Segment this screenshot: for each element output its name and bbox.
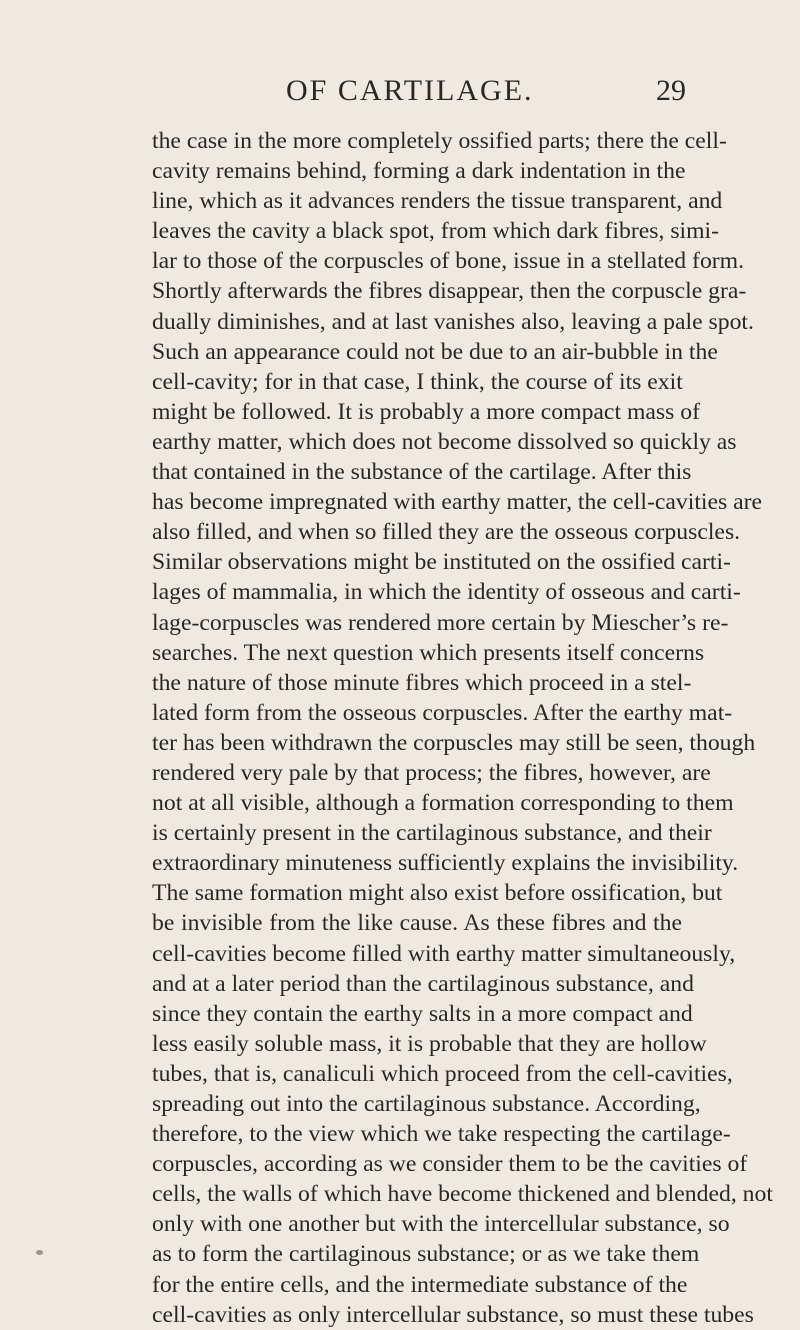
text-line: cell-cavities as only intercellular substance, so must these tubes xyxy=(152,1301,754,1328)
text-line: not at all visible, although a formation corresponding to them xyxy=(152,790,734,817)
text-line: ter has been withdrawn the corpuscles may still be seen, though xyxy=(152,729,756,756)
text-line: has become impregnated with earthy matter, the cell-cavities are xyxy=(152,489,763,516)
text-line: the case in the more completely ossified parts; there the cell- xyxy=(152,128,727,154)
text-line: that contained in the substance of the cartilage. After this xyxy=(152,459,692,486)
text-line: spreading out into the cartilaginous substance. According, xyxy=(152,1091,701,1117)
text-line: extraordinary minuteness sufficiently explains the invisibility. xyxy=(152,850,739,877)
text-line: less easily soluble mass, it is probable that they are hollow xyxy=(152,1030,707,1057)
text-line: leaves the cavity a black spot, from which dark fibres, simi- xyxy=(152,218,720,245)
running-head-title: OF CARTILAGE. xyxy=(286,74,534,107)
text-line: lages of mammalia, in which the identity of osseous and carti- xyxy=(152,579,741,606)
text-line: lage-corpuscles was rendered more certain by Miescher’s re- xyxy=(152,609,729,636)
text-line: line, which as it advances renders the tissue transparent, and xyxy=(152,188,723,215)
text-line: The same formation might also exist before ossification, but xyxy=(152,880,723,907)
text-line: rendered very pale by that process; the fibres, however, are xyxy=(152,759,711,786)
text-line: therefore, to the view which we take respecting the cartilage- xyxy=(152,1121,731,1148)
text-line: since they contain the earthy salts in a more compact and xyxy=(152,1000,693,1027)
text-line: as to form the cartilaginous substance; or as we take them xyxy=(152,1241,700,1268)
running-head xyxy=(0,74,800,114)
text-line: only with one another but with the intercellular substance, so xyxy=(152,1211,730,1238)
text-line: might be followed. It is probably a more compact mass of xyxy=(152,398,700,425)
text-line: cell-cavities become filled with earthy matter simultaneously, xyxy=(152,940,736,967)
text-line: is certainly present in the cartilaginous substance, and their xyxy=(152,820,712,847)
text-line: and at a later period than the cartilaginous substance, and xyxy=(152,970,694,997)
body-text xyxy=(152,126,773,1330)
text-line: earthy matter, which does not become dissolved so quickly as xyxy=(152,428,737,455)
text-line: lar to those of the corpuscles of bone, issue in a stellated form. xyxy=(152,248,745,275)
text-line: also filled, and when so filled they are the osseous corpuscles. xyxy=(152,519,741,546)
text-line: searches. The next question which presents itself concerns xyxy=(152,639,705,666)
text-line: cell-cavity; for in that case, I think, the course of its exit xyxy=(152,368,683,395)
text-line: cells, the walls of which have become thickened and blended, not xyxy=(152,1181,773,1208)
text-line: Shortly afterwards the fibres disappear, then the corpuscle gra- xyxy=(152,278,747,305)
text-line: be invisible from the like cause. As these fibres and the xyxy=(152,910,682,937)
paper-speck xyxy=(36,1250,43,1255)
text-line: Similar observations might be instituted on the ossified carti- xyxy=(152,549,731,576)
text-line: for the entire cells, and the intermediate substance of the xyxy=(152,1271,688,1298)
text-line: corpuscles, according as we consider them to be the cavities of xyxy=(152,1151,748,1178)
text-line: lated form from the osseous corpuscles. After the earthy mat- xyxy=(152,699,733,726)
text-line: tubes, that is, canaliculi which proceed from the cell-cavities, xyxy=(152,1060,733,1087)
text-line: the nature of those minute fibres which proceed in a stel- xyxy=(152,669,692,696)
page-number: 29 xyxy=(656,74,686,107)
text-line: Such an appearance could not be due to an air-bubble in the xyxy=(152,338,718,365)
text-line: cavity remains behind, forming a dark indentation in the xyxy=(152,158,686,185)
text-line: dually diminishes, and at last vanishes also, leaving a pale spot. xyxy=(152,308,754,335)
